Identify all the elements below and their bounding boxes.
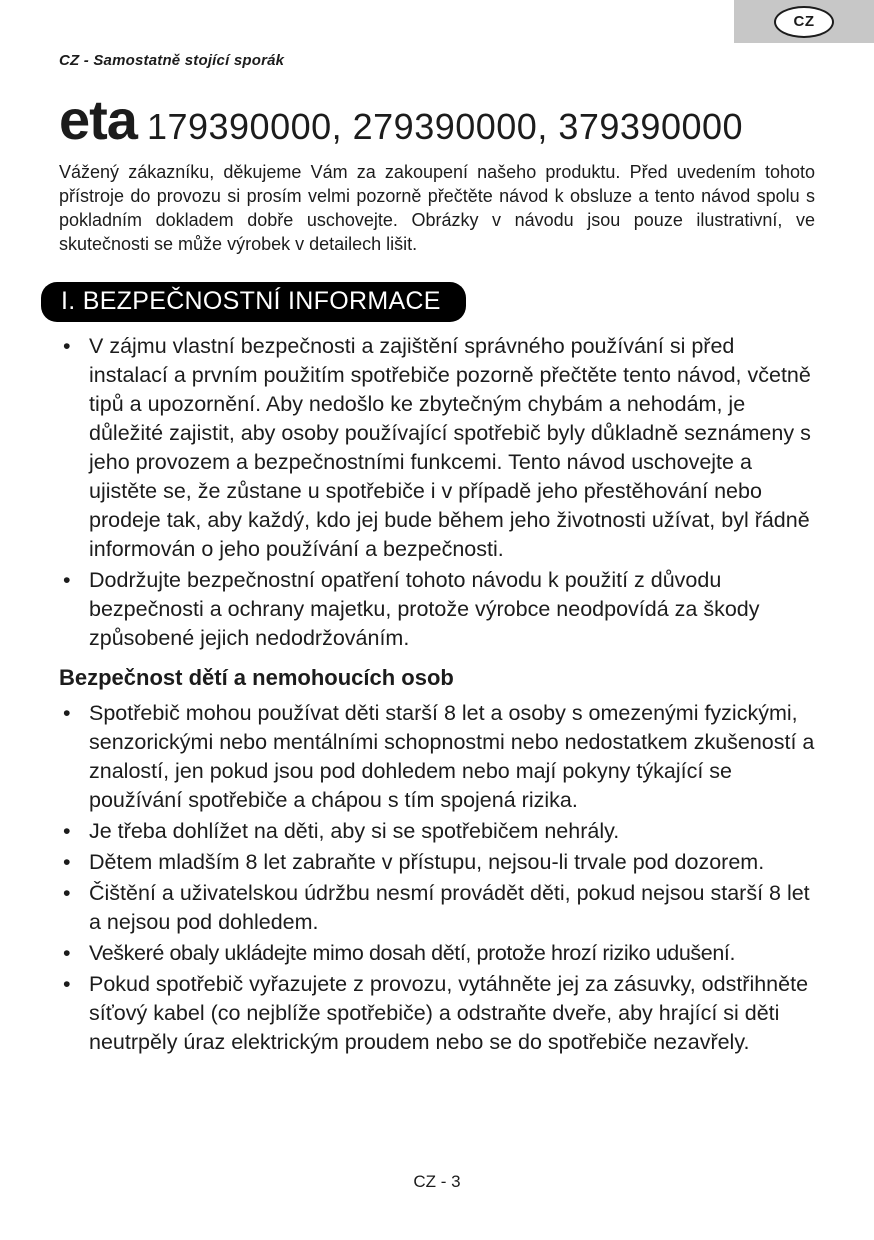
children-bullet-list [59,699,815,1057]
page-title [59,87,815,152]
bullet-text: Je třeba dohlížet na děti, aby si se spotřebičem nehrály. [89,819,620,843]
document-subtitle: CZ - Samostatně stojící sporák [59,52,285,69]
safety-bullet-list [59,332,815,653]
bullet-marker: • [63,701,71,725]
section-title: I. BEZPEČNOSTNÍ INFORMACE [61,287,441,315]
language-badge [774,6,834,38]
bullet-item [59,332,815,564]
bullet-item [59,939,815,968]
bullet-marker: • [63,972,71,996]
page-footer: CZ - 3 [413,1172,461,1191]
bullet-marker: • [63,850,71,874]
section-title-banner [41,282,466,322]
bullet-text: Dodržujte bezpečnostní opatření tohoto návodu k použití z důvodu bezpečnosti a ochrany majetku, protože výrobce neodpovídá za škody způsobené jejich nedodržováním. [89,568,760,650]
bullet-text: V zájmu vlastní bezpečnosti a zajištění správného používání si před instalací a prvním použitím spotřebiče pozorně přečtěte tento návod, včetně tipů a upozornění. Aby nedošlo ke zbytečným chybám a nehodám, je důležité zajistit, aby osoby používající spotřebič byly důkladně seznámeny s jeho provozem a bezpečnostními funkcemi. Tento návod uschovejte a ujistěte se, že zůstane u spotřebiče i v případě jeho přestěhování nebo prodeje tak, aby každý, kdo jej bude během jeho životnosti užívat, byl řádně informován o jeho používání a bezpečnosti. [89,334,811,561]
bullet-text: Pokud spotřebič vyřazujete z provozu, vytáhněte jej za zásuvky, odstřihněte síťový kabel (co nejblíže spotřebiče) a odstraňte dveře, aby hrající si děti neutrpěly úraz elektrickým proudem nebo se do spotřebiče nezavřely. [89,972,809,1054]
bullet-item [59,970,815,1057]
bullet-text: Čištění a uživatelskou údržbu nesmí provádět děti, pokud nejsou starší 8 let a nejsou pod dohledem. [89,881,810,934]
bullet-marker: • [63,334,71,358]
corner-language-tab [734,0,874,43]
bullet-item [59,817,815,846]
brand-logo: eta [59,88,137,151]
language-badge-label: CZ [793,13,815,30]
bullet-text: Spotřebič mohou používat děti starší 8 let a osoby s omezenými fyzickými, senzorickými nebo mentálními schopnostmi nebo nedostatkem zkušeností a znalostí, jen pokud jsou pod dohledem nebo mají pokyny týkající se používání spotřebiče a chápou s tím spojená rizika. [89,701,815,812]
bullet-marker: • [63,819,71,843]
bullet-marker: • [63,568,71,592]
bullet-item [59,848,815,877]
subsection-title: Bezpečnost dětí a nemohoucích osob [59,665,454,690]
bullet-marker: • [63,881,71,905]
bullet-item [59,566,815,653]
model-numbers: 179390000, 279390000, 379390000 [146,106,744,147]
intro-paragraph: Vážený zákazníku, děkujeme Vám za zakoupení našeho produktu. Před uvedením tohoto přístroje do provozu si prosím velmi pozorně přečtěte návod k obsluze a tento návod spolu s pokladním dokladem dobře uschovejte. Obrázky v návodu jsou pouze ilustrativní, ve skutečnosti se může výrobek v detailech lišit. [59,162,815,254]
bullet-marker: • [63,941,71,965]
bullet-item [59,699,815,815]
bullet-text: Veškeré obaly ukládejte mimo dosah dětí, protože hrozí riziko udušení. [89,941,736,965]
bullet-item [59,879,815,937]
bullet-text: Dětem mladším 8 let zabraňte v přístupu, nejsou-li trvale pod dozorem. [89,850,765,874]
